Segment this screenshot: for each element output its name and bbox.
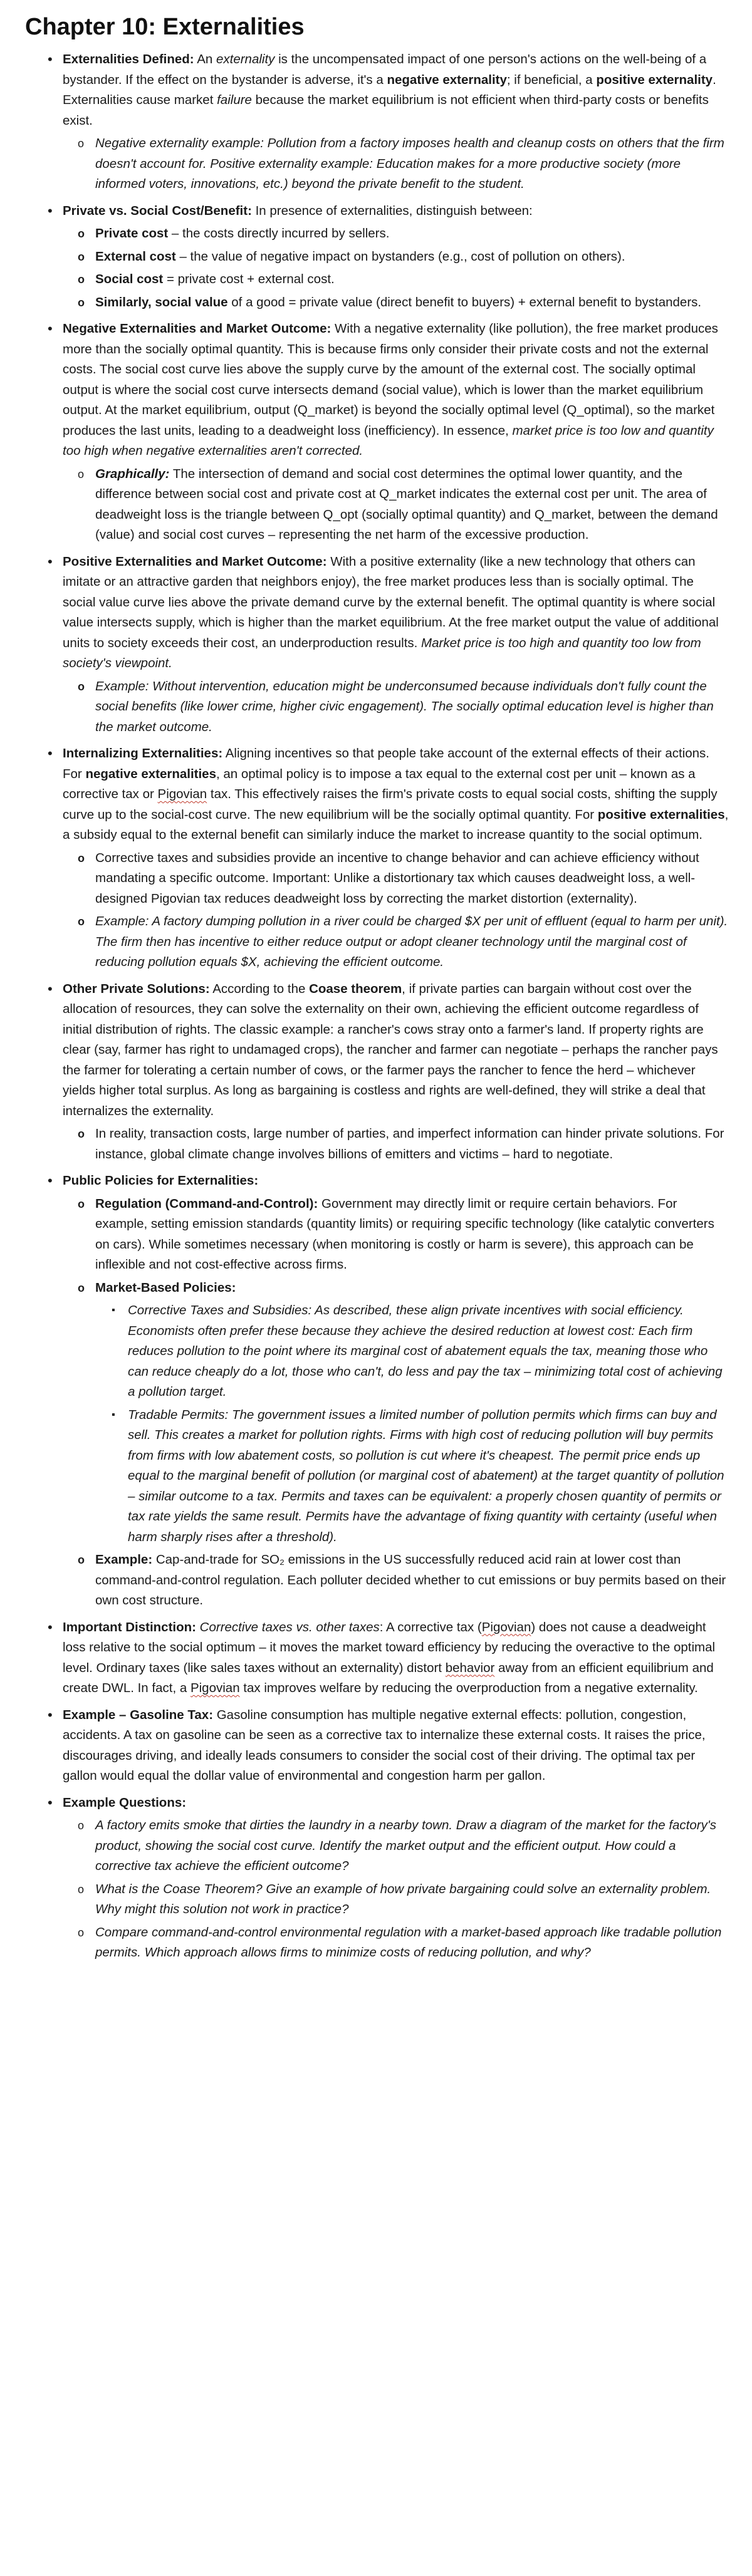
term-bold: Social cost	[95, 272, 164, 286]
sub-list	[63, 677, 729, 738]
term-emphasis: failure	[217, 93, 252, 107]
term-label: Externalities Defined:	[63, 52, 194, 66]
sub-sub-list	[95, 1301, 729, 1547]
term-label: Example:	[95, 1552, 153, 1567]
sub-list	[63, 1124, 729, 1165]
sub-item	[63, 464, 729, 546]
text: is the uncompensated impact of one person's actions on the well-being of a bystander. If the effect on the bystander is adverse, it's a	[63, 52, 707, 87]
text: ; if beneficial, a	[506, 72, 597, 87]
question-item	[63, 1879, 729, 1920]
term-bold: External cost	[95, 249, 176, 264]
term-label: Negative Externalities and Market Outcome:	[63, 321, 332, 336]
text: Government may directly limit or require certain behaviors. For example, setting emission standards (quantity limits) or requiring specific technology (like catalytic converters on cars). While sometimes necessary (when monitoring is costly or harm is severe), this approach can be inflexible and not cost-effective across firms.	[95, 1196, 714, 1272]
text: ) does not cause a deadweight loss relative to the social optimum – it moves the market toward efficiency by reducing the overactive to the optimal level. Ordinary taxes (like sales taxes without an externality) distort	[63, 1619, 716, 1675]
term-label: Internalizing Externalities:	[63, 746, 223, 761]
text: . Externalities cause market	[63, 72, 716, 107]
list-item-public-policies	[25, 1171, 729, 1611]
text: – the value of negative impact on bystanders (e.g., cost of pollution on others).	[175, 249, 625, 264]
text: because the market equilibrium is not efficient when third-party costs or benefits exist.	[63, 93, 709, 128]
emphasis-text: Corrective taxes vs. other taxes	[199, 1619, 380, 1634]
list-item-externalities-defined	[25, 49, 729, 195]
text: – the costs directly incurred by sellers.	[168, 226, 390, 241]
list-item-positive-externalities	[25, 552, 729, 738]
sub-list	[63, 133, 729, 195]
text: In presence of externalities, distinguish between:	[251, 203, 533, 218]
emphasis-text: Market price is too high and quantity too low from society's viewpoint.	[63, 635, 701, 670]
text: away from an efficient equilibrium and create DWL. In fact, a	[63, 1660, 714, 1695]
term-label: Public Policies for Externalities:	[63, 1173, 259, 1188]
question-text: What is the Coase Theorem? Give an example of how private bargaining could solve an externality problem. Why might this solution not work in practice?	[95, 1881, 711, 1916]
sub-sub-item	[95, 1405, 729, 1548]
question-item	[63, 1815, 729, 1877]
chapter-title: Chapter 10: Externalities	[25, 14, 305, 40]
list-item-negative-externalities	[25, 319, 729, 546]
term-label: Example Questions:	[63, 1795, 187, 1810]
term-text: Pigovian	[190, 1681, 240, 1695]
term-label: Example – Gasoline Tax:	[63, 1707, 214, 1722]
list-item-internalizing	[25, 744, 729, 973]
text: , if private parties can bargain without cost over the allocation of resources, they can solve the externality on their own, achieving the efficient outcome regardless of initial distribution of rights. The classic example: a rancher's cows stray onto a farmer's land. If property rights are clear (say, farmer has right to undamaged crops), the rancher and farmer can negotiate – perhaps the rancher pays the farmer for tolerating a certain number of cows, or the farmer pays the rancher to fence the herd – whichever yields higher total surplus. As long as bargaining is costless and rights are well-defined, they will strike a deal that internalizes the externality.	[63, 981, 718, 1118]
question-text: Compare command-and-control environmental regulation with a market-based approach like tradable pollution permits. Which approach allows firms to minimize costs of reducing pollution, and why?	[95, 1924, 722, 1960]
text: An	[194, 52, 216, 66]
list-item-example-questions	[25, 1793, 729, 1963]
sub-list	[63, 1815, 729, 1963]
text: With a negative externality (like pollution), the free market produces more than the socially optimal quantity. This is because firms only consider their private costs and not the external costs. The social cost curve lies above the supply curve by the amount of the external cost. The socially optimal output is where the social cost curve intersects demand (social value), which is lower than the market equilibrium output. At the market equilibrium, output (Q_market) is beyond the socially optimal level (Q_optimal), so the market produces the last units, leading to a deadweight loss (inefficiency). In essence,	[63, 321, 718, 438]
term-bold: Similarly, social value	[95, 294, 228, 309]
sub-sub-item	[95, 1301, 729, 1403]
term-label: Other Private Solutions:	[63, 981, 210, 996]
sub-item	[63, 247, 729, 267]
text: The intersection of demand and social cost determines the optimal lower quantity, and the difference between social cost and private cost at Q_market indicates the external cost per unit. The area of deadweight loss is the triangle between Q_opt (socially optimal quantity) and Q_market, between the demand (value) and social cost curves – representing the net harm of the excessive production.	[95, 466, 718, 542]
sub-item	[63, 848, 729, 910]
term-label: Private vs. Social Cost/Benefit:	[63, 203, 252, 218]
text: of a good = private value (direct benefit to buyers) + external benefit to bystanders.	[227, 294, 702, 309]
term-label: Graphically:	[95, 466, 170, 481]
sub-item	[63, 911, 729, 973]
sub-item	[63, 1550, 729, 1611]
sub-item	[63, 269, 729, 290]
term-text: behavior	[445, 1660, 495, 1675]
text: tax improves welfare by reducing the overproduction from a negative externality.	[239, 1681, 698, 1695]
term-bold: Private cost	[95, 226, 169, 241]
sub-list	[63, 848, 729, 973]
sub-item	[63, 293, 729, 313]
list-item-important-distinction	[25, 1618, 729, 1699]
question-item	[63, 1923, 729, 1963]
term-label: Regulation (Command-and-Control):	[95, 1196, 318, 1211]
example-text: Example: Without intervention, education might be underconsumed because individuals don't fully count the social benefits (like lower crime, higher civic engagement). The socially optimal education level is higher than the market outcome.	[95, 678, 714, 734]
list-item-coase	[25, 979, 729, 1165]
term-label: Market-Based Policies:	[95, 1280, 236, 1295]
example-text: Example: A factory dumping pollution in a river could be charged $X per unit of effluent (equal to harm per unit). The firm then has incentive to either reduce output or adopt cleaner technology until the marginal cost of reducing pollution equals $X, achieving the efficient outcome.	[95, 914, 728, 969]
term-bold: positive externality	[596, 72, 713, 87]
text: Aligning incentives so that people take account of the external effects of their actions. For	[63, 746, 709, 781]
sub-item	[63, 224, 729, 244]
text: With a positive externality (like a new technology that others can imitate or an attractive garden that neighbors enjoy), the free market produces less than is socially optimal. The social value curve lies above the private demand curve by the external benefit. The optimal quantity is where social value intersects supply, which is higher than the market equilibrium. At the free market output the value of additional units to society exceeds their cost, an underproduction results.	[63, 554, 719, 650]
sub-item	[63, 1278, 729, 1548]
text: According to the	[209, 981, 310, 996]
term-bold: negative externality	[387, 72, 507, 87]
text: Gasoline consumption has multiple negative external effects: pollution, congestion, accidents. A tax on gasoline can be seen as a corrective tax to internalize these external costs. It raises the price, discourages driving, and ideally leads consumers to consider the social cost of their driving. The optimal tax per gallon would equal the dollar value of environmental and congestion harm per gallon.	[63, 1707, 706, 1783]
text: , an optimal policy is to impose a tax equal to the external cost per unit – known as a corrective tax or	[63, 766, 696, 801]
text: tax. This effectively raises the firm's private costs to equal social costs, shifting the supply curve up to the social-cost curve. The new equilibrium will be the socially optimal quantity. For	[63, 787, 718, 822]
term-bold: negative externalities	[85, 766, 216, 781]
sub-list	[63, 1194, 729, 1611]
term-text: Pigovian	[481, 1619, 531, 1634]
sub-item	[63, 677, 729, 738]
term-bold: Coase theorem	[309, 981, 402, 996]
question-text: A factory emits smoke that dirties the laundry in a nearby town. Draw a diagram of the market for the factory's product, showing the social cost curve. Identify the market output and the efficient output. How could a corrective tax achieve the efficient outcome?	[95, 1818, 716, 1873]
term-label: Important Distinction:	[63, 1619, 196, 1634]
sub-item	[63, 1194, 729, 1275]
text: : A corrective tax (	[379, 1619, 482, 1634]
text: Cap-and-trade for SO₂ emissions in the US successfully reduced acid rain at lower cost than command-and-control regulation. Each polluter decided whether to cut emissions or buy permits based on their own cost structure.	[95, 1552, 726, 1607]
text: , a subsidy equal to the external benefit can similarly induce the market to increase quantity to the social optimum.	[63, 807, 729, 842]
term-text: Pigovian	[157, 787, 207, 801]
text: Tradable Permits: The government issues a limited number of pollution permits which firms can buy and sell. This creates a market for pollution rights. Firms with high cost of reducing pollution will buy permits from firms with low abatement costs, so pollution is cut where it's cheapest. The permit price ends up equal to the marginal benefit of pollution (or marginal cost of abatement) at the target quantity of pollution – similar outcome to a tax. Permits and taxes can be equivalent: a properly chosen quantity of permits or tax rate yields the same result. Permits have the advantage of fixing quantity with certainty (useful when harm sharply rises after a threshold).	[128, 1407, 724, 1544]
text: In reality, transaction costs, large number of parties, and imperfect information can hinder private solutions. For instance, global climate change involves billions of emitters and victims – hard to negotiate.	[95, 1126, 724, 1161]
emphasis-text: market price is too low and quantity too high when negative externalities aren't corrected.	[63, 423, 714, 458]
text: = private cost + external cost.	[163, 272, 335, 286]
example-text: Negative externality example: Pollution from a factory imposes health and cleanup costs on others that the firm doesn't account for. Positive externality example: Education makes for a more productive society (more informed voters, innovations, etc.) beyond the private benefit to the student.	[95, 136, 724, 191]
list-item-gasoline-tax	[25, 1705, 729, 1787]
sub-list	[63, 224, 729, 313]
sub-list	[63, 464, 729, 546]
sub-item	[63, 133, 729, 195]
outline-list	[25, 49, 729, 1963]
text: Corrective taxes and subsidies provide an incentive to change behavior and can achieve efficiency without mandating a specific outcome. Important: Unlike a distortionary tax which causes deadweight loss, a well-designed Pigovian tax reduces deadweight loss by correcting the market distortion (externality).	[95, 850, 699, 906]
term-bold: positive externalities	[597, 807, 725, 822]
term-label: Positive Externalities and Market Outcome:	[63, 554, 327, 569]
term-emphasis: externality	[216, 52, 275, 66]
sub-item	[63, 1124, 729, 1165]
text: Corrective Taxes and Subsidies: As described, these align private incentives with social efficiency. Economists often prefer these because they achieve the desired reduction at lowest cost: Each firm reduces pollution to the point where its marginal cost of abatement equals the tax, meaning those who can reduce cheaply do a lot, those who can't, do less and pay the tax – minimizing total cost of achieving a pollution target.	[128, 1303, 723, 1399]
list-item-private-vs-social	[25, 201, 729, 313]
